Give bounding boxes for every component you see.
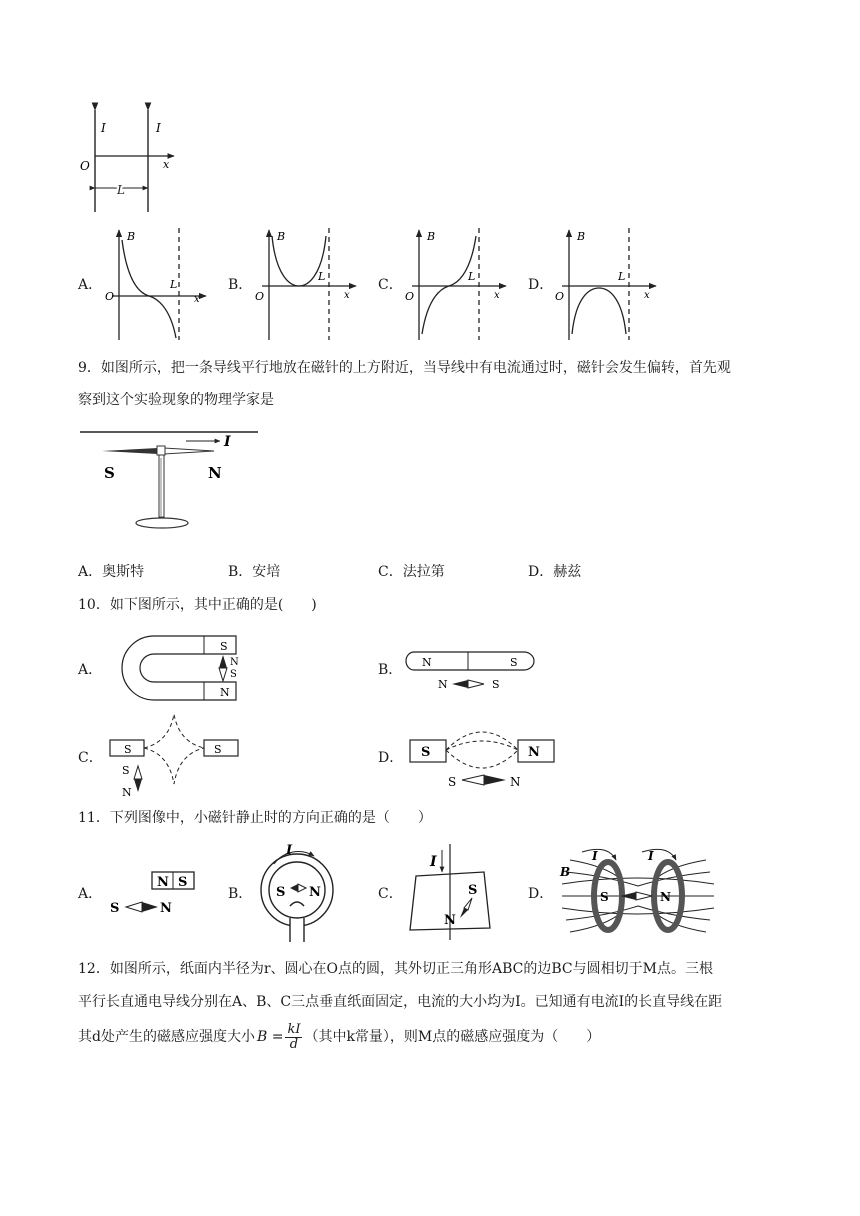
q10a-bottom-pole: N xyxy=(220,686,230,699)
q11-option-c-letter[interactable]: C． xyxy=(378,886,403,902)
q9-option-d[interactable]: D．赫兹 xyxy=(528,564,582,580)
q11a-needle-s: S xyxy=(110,901,120,916)
q11b-needle-n: N xyxy=(309,885,321,900)
q10d-needle-n: N xyxy=(510,775,521,789)
q9-north-label: N xyxy=(208,464,222,482)
graph-d-y-label: B xyxy=(577,230,586,243)
wire-right-current-label: I xyxy=(156,121,161,135)
q10b-right-pole: S xyxy=(510,656,518,669)
q10b-left-pole: N xyxy=(422,656,432,669)
q10c-left-pole: S xyxy=(124,743,132,756)
q10a-needle-s: S xyxy=(230,669,237,680)
graph-a-x: x xyxy=(194,294,200,305)
graph-b-mark: L xyxy=(318,270,326,283)
q10c-needle-s: S xyxy=(122,764,130,777)
q11a-needle-n: N xyxy=(160,901,172,916)
q11-figure-d xyxy=(556,846,720,942)
q9-text-line1: 9．如图所示，把一条导线平行地放在磁针的上方附近，当导线中有电流通过时，磁针会发生偏转，首先观 xyxy=(78,360,731,376)
q10d-needle-s: S xyxy=(448,775,457,789)
q11-figure-b xyxy=(252,840,342,944)
q10a-top-pole: S xyxy=(220,640,228,653)
graph-d-origin: O xyxy=(555,290,565,303)
wire-left-current-label: I xyxy=(101,121,106,135)
q10-option-d-letter[interactable]: D． xyxy=(378,750,404,766)
q10c-needle-n: N xyxy=(122,786,132,799)
q9-option-b[interactable]: B．安培 xyxy=(228,564,281,580)
q8-graph-a xyxy=(102,226,212,344)
q12-text-line2: 平行长直通电导线分别在A、B、C三点垂直纸面固定，电流的大小均为I。已知通有电流I的长直导线在距 xyxy=(78,994,723,1010)
q11c-needle-n: N xyxy=(444,913,456,928)
q11d-current-left: I xyxy=(592,849,598,863)
origin-label: O xyxy=(80,159,90,173)
graph-b-x: x xyxy=(344,290,350,301)
q10c-right-pole: S xyxy=(214,743,222,756)
q10-option-a-letter[interactable]: A． xyxy=(78,662,103,678)
q11d-current-right: I xyxy=(648,849,654,863)
q10a-needle-n: N xyxy=(230,657,239,668)
q8-graph-b xyxy=(252,226,362,344)
graph-d-x: x xyxy=(644,290,650,301)
q10b-needle-s: S xyxy=(492,678,500,691)
graph-a-mark: L xyxy=(170,278,178,291)
q11-option-a-letter[interactable]: A． xyxy=(78,886,103,902)
q8-wires-figure xyxy=(78,108,188,218)
q11-option-d-letter[interactable]: D． xyxy=(528,886,554,902)
q8-option-b-letter: B． xyxy=(228,277,253,293)
q8-graph-c xyxy=(402,226,512,344)
q10d-right-pole: N xyxy=(528,745,540,760)
q12-formula: B = $\frac{kI}{d}$ xyxy=(256,1021,301,1052)
q11-figure-c xyxy=(402,842,502,942)
distance-label: L xyxy=(117,183,125,197)
x-axis-label: x xyxy=(163,158,170,171)
q10-figure-d xyxy=(404,722,564,792)
graph-b-origin: O xyxy=(255,290,265,303)
q9-option-a[interactable]: A．奥斯特 xyxy=(78,564,145,580)
graph-c-mark: L xyxy=(468,270,476,283)
q11-figure-a xyxy=(104,864,204,920)
graph-d-mark: L xyxy=(618,270,626,283)
q10-option-b-letter[interactable]: B． xyxy=(378,662,403,678)
graph-a-y-label: B xyxy=(127,230,136,243)
graph-c-x: x xyxy=(494,290,500,301)
q9-south-label: S xyxy=(104,464,115,482)
q10-figure-a xyxy=(104,632,244,702)
q9-text-line2: 察到这个实验现象的物理学家是 xyxy=(78,392,274,408)
q11d-needle-n: N xyxy=(660,890,671,904)
graph-b-y-label: B xyxy=(277,230,286,243)
q10-figure-b xyxy=(404,648,544,692)
q12-text-line1: 12．如图所示，纸面内半径为r、圆心在O点的圆，其外切正三角形ABC的边BC与圆相切于M点。三根 xyxy=(78,961,713,977)
q8-option-c-letter: C． xyxy=(378,277,403,293)
q11d-needle-s: S xyxy=(600,890,609,904)
graph-c-origin: O xyxy=(405,290,415,303)
q10d-left-pole: S xyxy=(421,745,431,760)
q8-graph-d xyxy=(552,226,662,344)
q10-text: 10．如下图所示，其中正确的是( ) xyxy=(78,597,317,613)
q11-text: 11．下列图像中，小磁针静止时的方向正确的是（ ） xyxy=(78,810,432,826)
q9-option-c[interactable]: C．法拉第 xyxy=(378,564,445,580)
q9-compass-figure xyxy=(80,428,265,533)
q10b-needle-n: N xyxy=(438,678,448,691)
graph-c-y-label: B xyxy=(427,230,436,243)
q8-option-a-letter: A． xyxy=(78,277,103,293)
q11c-needle-s: S xyxy=(468,883,478,898)
q9-current-label: I xyxy=(224,434,231,450)
q10-option-c-letter[interactable]: C． xyxy=(78,750,103,766)
q11a-magnet-n: N xyxy=(157,875,169,890)
q12-text-line3: 其d处产生的磁感应强度大小 B = $\frac{kI}{d}$ （其中k常量），则M点的磁感应强度为（ ） xyxy=(78,1021,601,1052)
q11a-magnet-s: S xyxy=(178,875,188,890)
q11b-current-label: I xyxy=(286,843,293,858)
graph-a-origin: O xyxy=(105,290,115,303)
q10-figure-c xyxy=(104,712,244,802)
q11d-field-label: B xyxy=(560,865,571,879)
q11b-needle-s: S xyxy=(276,885,286,900)
q11c-current-label: I xyxy=(430,854,437,870)
q8-option-d-letter: D． xyxy=(528,277,554,293)
q11-option-b-letter[interactable]: B． xyxy=(228,886,253,902)
